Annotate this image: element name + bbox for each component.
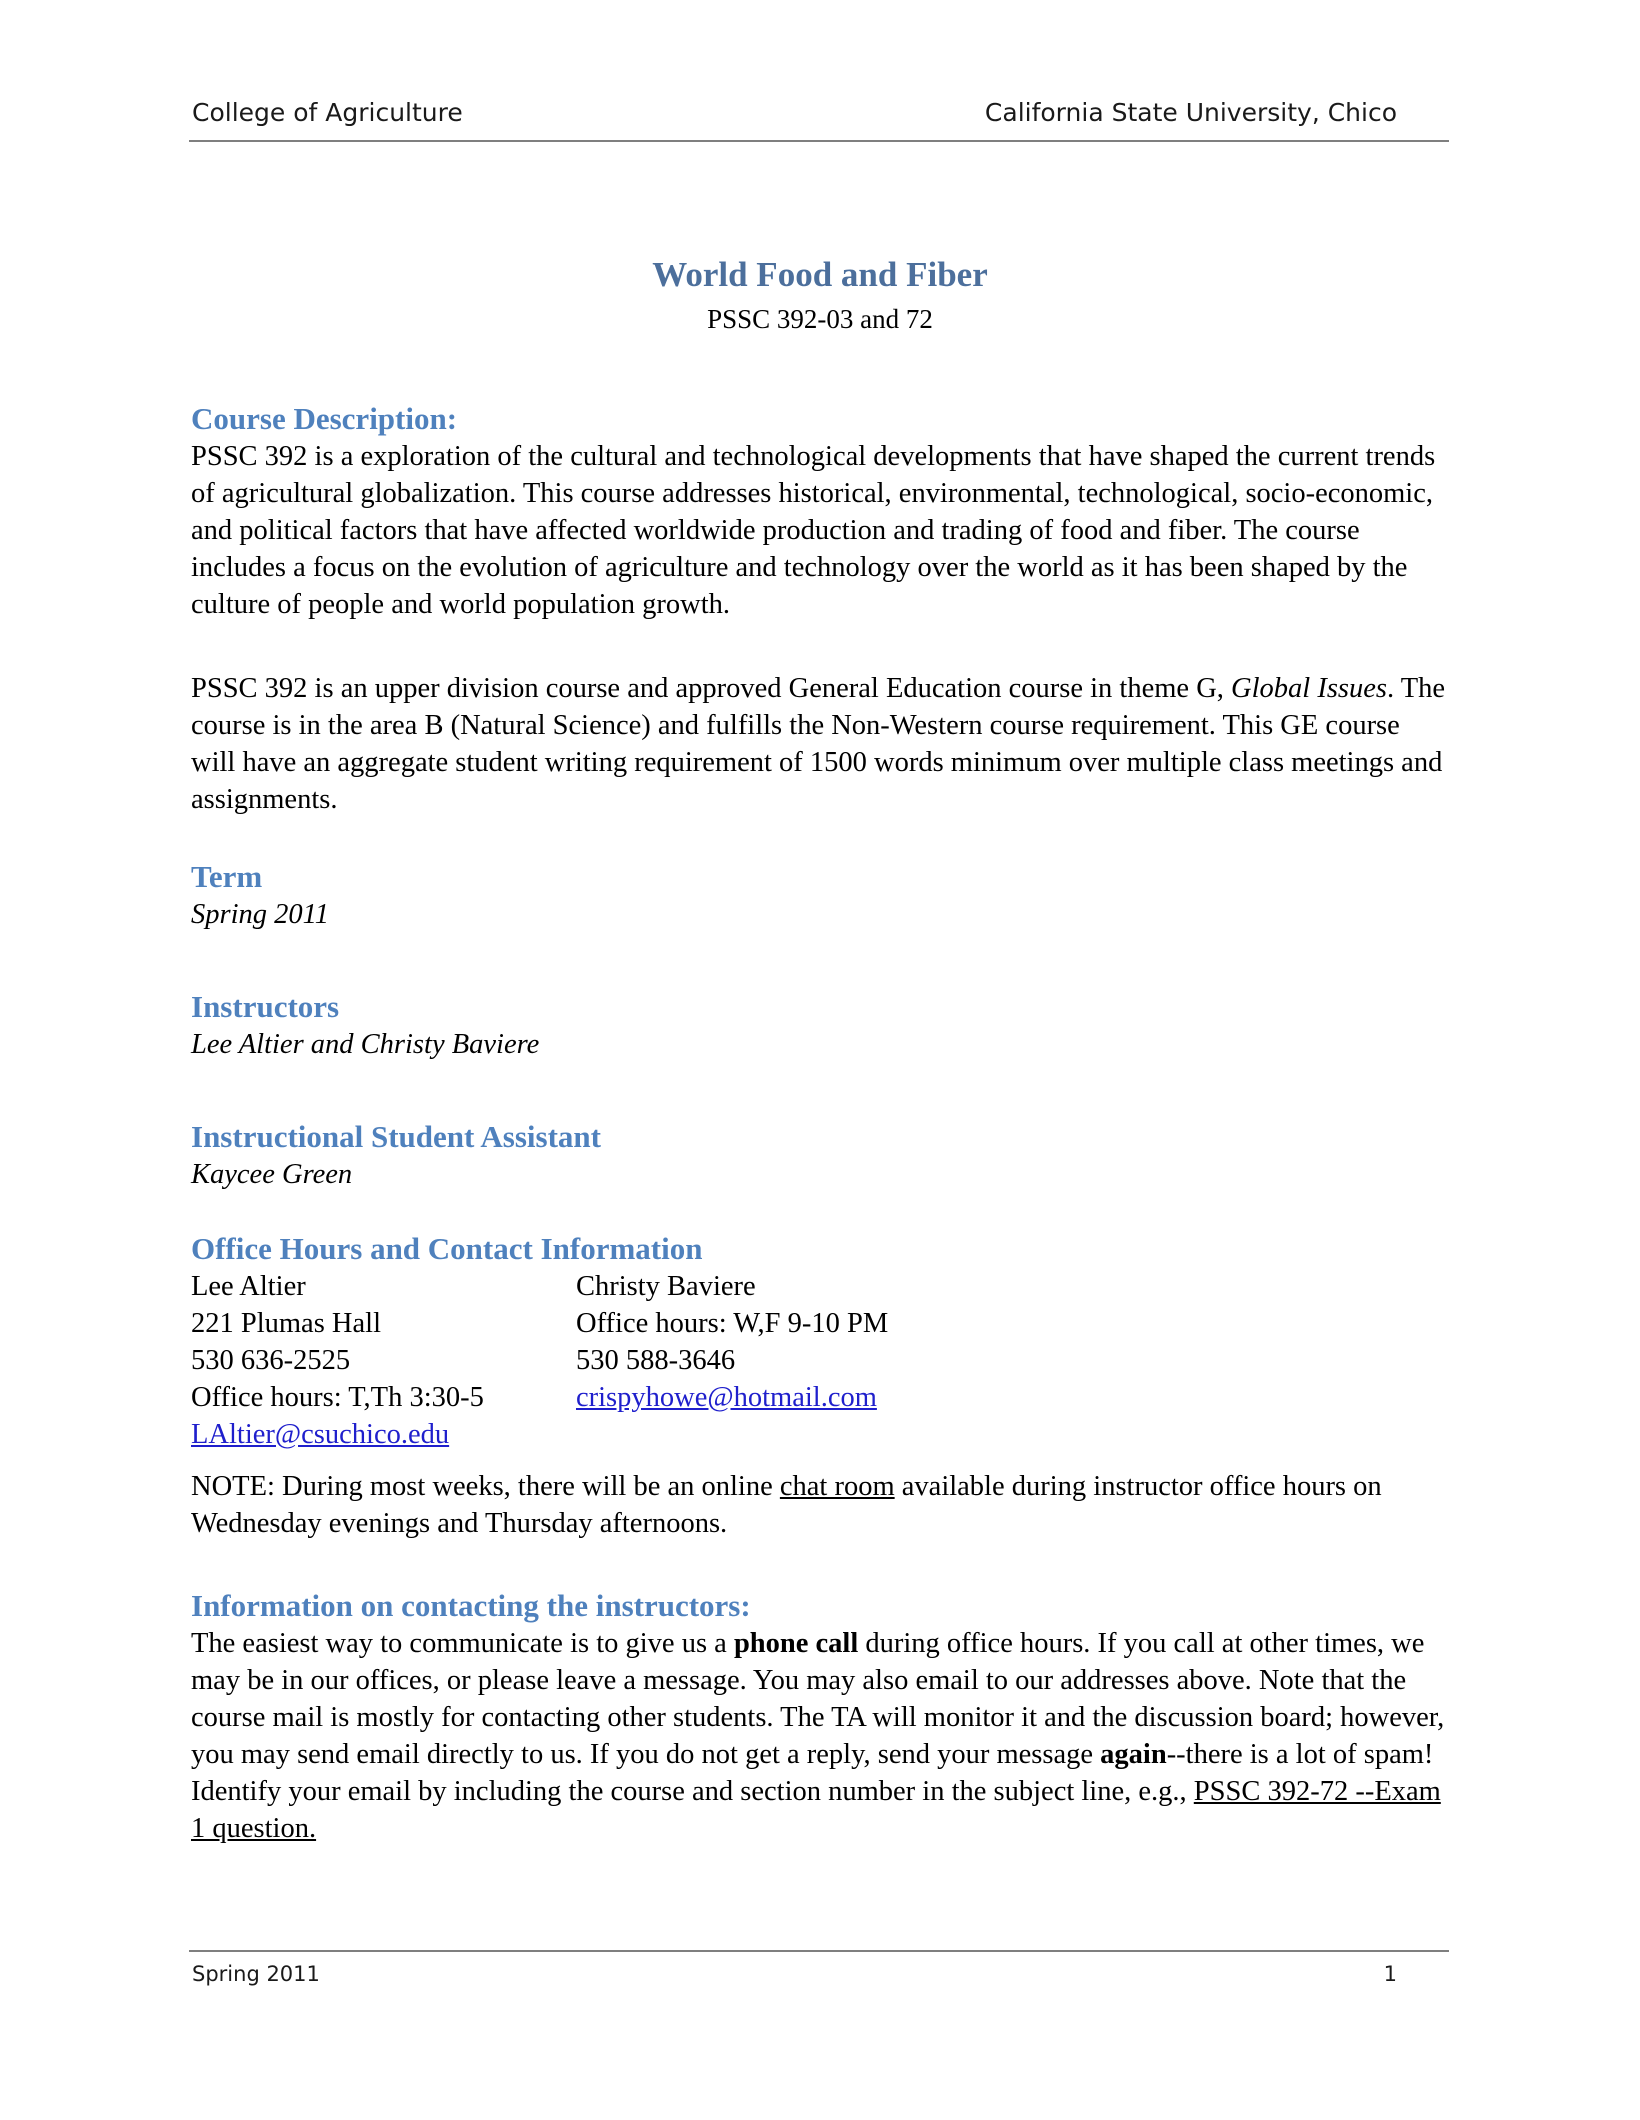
chat-room-note <box>191 1468 1446 1542</box>
contact-location: 221 Plumas Hall <box>191 1308 381 1339</box>
contact-name: Lee Altier <box>191 1271 306 1302</box>
term-value: Spring 2011 <box>191 899 330 930</box>
lee-altier-email-link[interactable]: LAltier@csuchico.edu <box>191 1419 450 1450</box>
term-section <box>191 858 1446 933</box>
header-college: College of Agriculture <box>192 98 463 127</box>
office-hours-heading: Office Hours and Contact Information <box>191 1231 703 1266</box>
instructors-value: Lee Altier and Christy Baviere <box>191 1029 540 1060</box>
student-assistant-value: Kaycee Green <box>191 1159 353 1190</box>
header-university: California State University, Chico <box>984 98 1397 127</box>
contact-columns <box>191 1268 1446 1458</box>
contact-text-3: --there is a lot of spam! Identify your email by including the course and section number in the subject line, e.g., <box>191 1739 1434 1807</box>
student-assistant-section <box>191 1118 1446 1193</box>
lee-altier-contact <box>191 1268 571 1453</box>
contacting-instructors-paragraph <box>191 1625 1446 1847</box>
contacting-instructors-section <box>191 1587 1446 1847</box>
note-text-b: available during instructor office hours on Wednesday evenings and Thursday afternoons. <box>191 1471 1382 1539</box>
term-heading: Term <box>191 859 263 894</box>
again-bold: again <box>1100 1739 1167 1770</box>
course-title: World Food and Fiber <box>652 255 988 294</box>
student-assistant-heading: Instructional Student Assistant <box>191 1119 601 1154</box>
course-description-paragraph-2 <box>191 670 1446 818</box>
contact-office-hours: Office hours: W,F 9-10 PM <box>576 1308 889 1339</box>
contact-text-1: The easiest way to communicate is to give us a <box>191 1628 734 1659</box>
note-text-a: NOTE: During most weeks, there will be an online <box>191 1471 780 1502</box>
course-description-heading: Course Description: <box>191 401 458 436</box>
instructors-section <box>191 988 1446 1063</box>
page-footer <box>189 1950 1449 1986</box>
christy-baviere-email-link[interactable]: crispyhowe@hotmail.com <box>576 1382 877 1413</box>
contact-text-2: during office hours. If you call at other times, we may be in our offices, or please leave a message. You may also email to our addresses above. Note that the course mail is mostly for contacting other students. The TA will monitor it and the discussion board; however, you may send email directly to us. If you do not get a reply, send your message <box>191 1628 1445 1770</box>
course-description-paragraph-1: PSSC 392 is a exploration of the cultural and technological developments that have shaped the current trends of agricultural globalization. This course addresses historical, environmental, technological, socio-economic, and political factors that have affected worldwide production and trading of food and fiber. The course includes a focus on the evolution of agriculture and technology over the world as it has been shaped by the culture of people and world population growth. <box>191 441 1436 620</box>
global-issues-text: Global Issues <box>1231 673 1387 704</box>
main-content <box>191 400 1446 1847</box>
phone-call-bold: phone call <box>733 1628 859 1659</box>
course-number: PSSC 392-03 and 72 <box>707 304 933 334</box>
paragraph-2-text-a: PSSC 392 is an upper division course and approved General Education course in theme G, <box>191 673 1232 704</box>
instructors-heading: Instructors <box>191 989 340 1024</box>
contact-phone: 530 636-2525 <box>191 1345 351 1376</box>
paragraph-2-text-b: . The course is in the area B (Natural Science) and fulfills the Non-Western course requirement. This GE course will have an aggregate student writing requirement of 1500 words minimum over multiple class meetings and assignments. <box>191 673 1446 815</box>
contacting-instructors-heading: Information on contacting the instructors: <box>191 1588 751 1623</box>
page-header <box>189 98 1449 142</box>
contact-name: Christy Baviere <box>576 1271 756 1302</box>
contact-office-hours: Office hours: T,Th 3:30-5 <box>191 1382 484 1413</box>
chat-room-link[interactable]: chat room <box>779 1471 895 1502</box>
course-description-section <box>191 400 1446 818</box>
christy-baviere-contact <box>576 1268 1076 1416</box>
footer-term: Spring 2011 <box>192 1962 320 1986</box>
office-hours-section <box>191 1230 1446 1542</box>
page-number: 1 <box>1383 1962 1397 1986</box>
subject-line-example: PSSC 392-72 --Exam 1 question. <box>191 1776 1441 1844</box>
contact-phone: 530 588-3646 <box>576 1345 736 1376</box>
